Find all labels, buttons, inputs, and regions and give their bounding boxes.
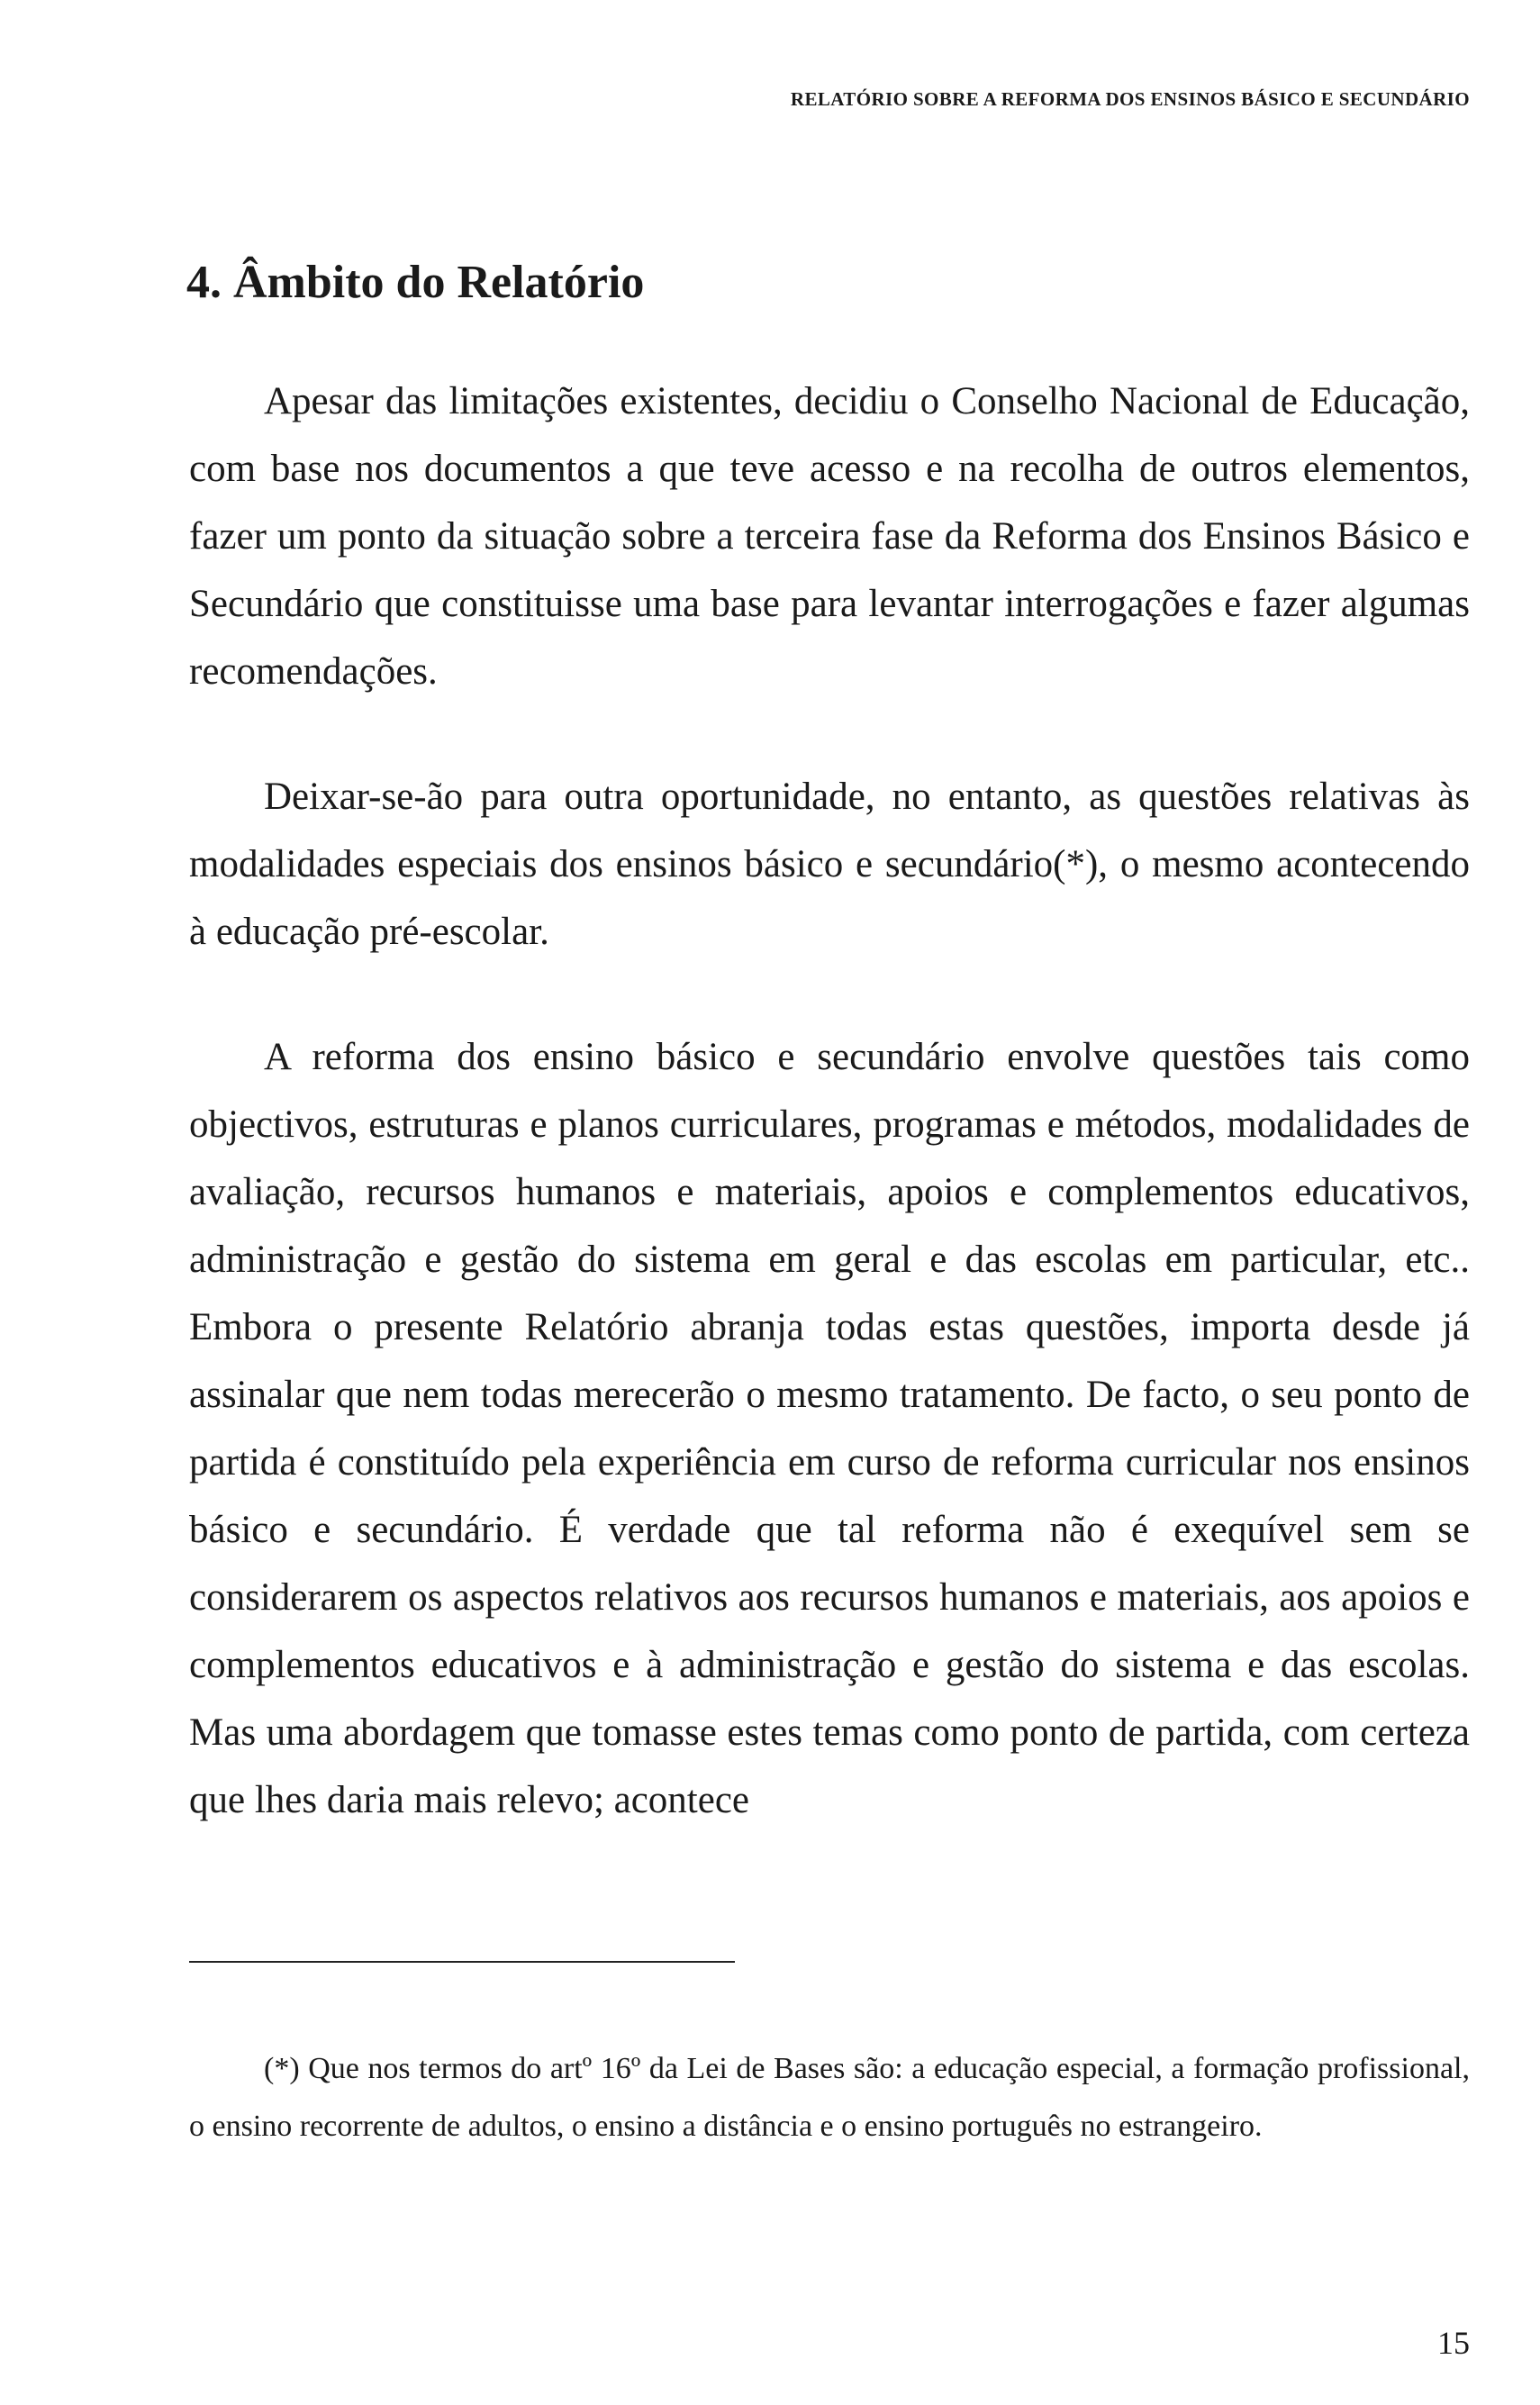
section-title: 4. Âmbito do Relatório — [186, 257, 645, 308]
body-text — [189, 368, 1470, 1834]
page-number: 15 — [1437, 2325, 1470, 2361]
footnote: (*) Que nos termos do artº 16º da Lei de Bases são: a educação especial, a formação profissional, o ensino recorrente de adultos, o ensino a distância e o ensino português no estrangeiro. — [189, 2052, 1470, 2143]
running-head: RELATÓRIO SOBRE A REFORMA DOS ENSINOS BÁSICO E SECUNDÁRIO — [790, 88, 1470, 110]
footnote-divider — [189, 1961, 735, 1963]
paragraph-1: Apesar das limitações existentes, decidiu o Conselho Nacional de Educação, com base nos documentos a que teve acesso e na recolha de outros elementos, fazer um ponto da situação sobre a terceira fase da Reforma dos Ensinos Básico e Secundário que constituisse uma base para levantar interrogações e fazer algumas recomendações. — [189, 380, 1470, 693]
paragraph-3: A reforma dos ensino básico e secundário envolve questões tais como objectivos, estruturas e planos curriculares, programas e métodos, modalidades de avaliação, recursos humanos e materiais, apoios e complementos educativos, administração e gestão do sistema em geral e das escolas em particular, etc.. Embora o presente Relatório abranja todas estas questões, importa desde já assinalar que nem todas merecerão o mesmo tratamento. De facto, o seu ponto de partida é constituído pela experiência em curso de reforma curricular nos ensinos básico e secundário. É verdade que tal reforma não é exequível sem se considerarem os aspectos relativos aos recursos humanos e materiais, aos apoios e complementos educativos e à administração e gestão do sistema e das escolas. Mas uma abordagem que tomasse estes temas como ponto de partida, com certeza que lhes daria mais relevo; acontece — [189, 1036, 1470, 1821]
paragraph-2: Deixar-se-ão para outra oportunidade, no entanto, as questões relativas às modalidades especiais dos ensinos básico e secundário(*), o mesmo acontecendo à educação pré-escolar. — [189, 776, 1470, 953]
